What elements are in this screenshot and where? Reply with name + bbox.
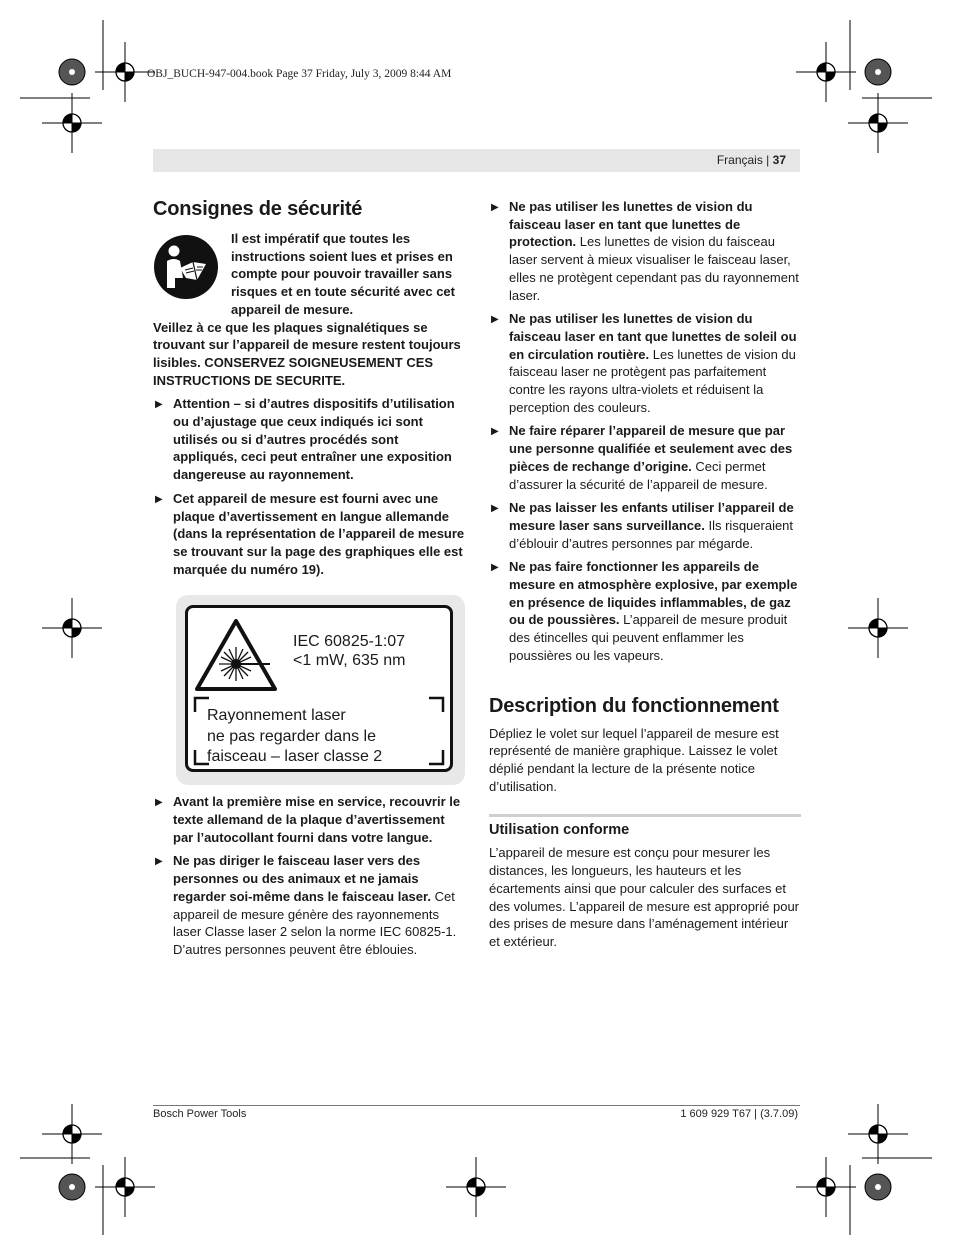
intended-use-text: L’appareil de mesure est conçu pour mesurer les distances, les longueurs, les hauteurs et les écartements ainsi que pour calculer des surfaces et des volumes. L’appareil de mesure est approprié pour des prises de mesure dans l’aménagement intérieur et extérieur. [489, 845, 800, 949]
list-item-text: Ils risqueraient d’éblouir d’autres personnes par mégarde. [509, 517, 794, 551]
right-column [489, 198, 801, 951]
bullet-triangle-icon: ▶ [491, 503, 499, 515]
laser-warning-plate [185, 605, 453, 772]
read-manual-icon [153, 234, 219, 300]
footer-rule [153, 1105, 800, 1106]
list-item-bold: Ne pas utiliser les lunettes de vision du faisceau laser en tant que lunettes de protection. [509, 199, 753, 250]
list-item-bold: Avant la première mise en service, recouvrir le texte allemand de la plaque d’avertissement par l’autocollant fourni dans votre langue. [173, 794, 461, 845]
safety-intro [153, 230, 465, 319]
page-header [153, 149, 800, 172]
list-item-text: Les lunettes de vision du faisceau laser servent à mieux visualiser le faisceau laser, elles ne protègent cependant pas du rayonnement laser. [509, 234, 799, 303]
list-item-text: Cet appareil de mesure génère des rayonnements laser Classe laser 2 selon la norme IEC 60825-1. D’autres personnes peuvent être éblouies. [173, 888, 457, 957]
bullet-triangle-icon: ▶ [155, 493, 163, 505]
laser-warning-label [176, 595, 465, 785]
list-item [489, 422, 801, 493]
section-title-description: Description du fonctionnement [489, 694, 779, 717]
label-warning-text [207, 706, 382, 768]
list-item-bold: Ne pas faire fonctionner les appareils de mesure en atmosphère explosive, par exemple en présence de liquides inflammables, de gaz ou de poussières. [509, 559, 798, 628]
list-item-bold: Ne pas laisser les enfants utiliser l’appareil de mesure laser sans surveillance. [509, 500, 794, 533]
bullet-triangle-icon: ▶ [155, 856, 163, 868]
bullet-triangle-icon: ▶ [491, 314, 499, 326]
subsection-title-use: Utilisation conforme [489, 822, 630, 839]
label-warning-line3: faisceau – laser classe 2 [207, 748, 383, 766]
print-slug: OBJ_BUCH-947-004.book Page 37 Friday, July 3, 2009 8:44 AM [147, 68, 452, 80]
footer-publisher: Bosch Power Tools [153, 1108, 247, 1120]
list-item-text: L’appareil de mesure produit des étincelles qui peuvent enflammer les poussières ou les vapeurs. [509, 612, 788, 663]
safety-intro-full: Veillez à ce que les plaques signalétiques se trouvant sur l’appareil de mesure restent toujours lisibles. CONSERVEZ SOIGNEUSEMENT CES INSTRUCTIONS DE SECURITE. [153, 319, 461, 388]
subsection-rule [489, 814, 801, 817]
bullet-triangle-icon: ▶ [491, 562, 499, 574]
list-item-bold: Ne faire réparer l’appareil de mesure que par une personne qualifiée et seulement avec des pièces de rechange d’origine. [509, 423, 793, 474]
list-item-bold: Ne pas diriger le faisceau laser vers des personnes ou des animaux et ne jamais regarder soi-même dans le faisceau laser. [173, 853, 431, 904]
header-language: Français [716, 153, 763, 167]
header-separator: | [766, 153, 770, 167]
left-column [153, 196, 465, 965]
bullet-triangle-icon: ▶ [491, 202, 499, 213]
safety-intro-bold: Il est impératif que toutes les instructions soient lues et prises en compte pour pouvoir travailler sans risques et en toute sécurité avec cet appareil de mesure. [231, 231, 455, 317]
list-item [489, 499, 801, 552]
label-iec-line1: IEC 60825-1:07 [293, 633, 406, 651]
list-item [489, 558, 801, 664]
list-item [153, 490, 465, 579]
label-iec-line2: <1 mW, 635 nm [293, 652, 406, 670]
label-iec-text [293, 632, 406, 670]
bullet-triangle-icon: ▶ [155, 399, 163, 411]
list-item-text: Ceci permet d’assurer la sécurité de l’appareil de mesure. [509, 458, 768, 492]
description-text: Dépliez le volet sur lequel l’appareil de mesure est représenté de manière graphique. Laissez le volet déplié pendant la lecture de la présente notice d’utilisation. [489, 725, 779, 794]
label-warning-line1: Rayonnement laser [207, 707, 346, 725]
laser-hazard-icon [194, 618, 278, 692]
list-item-bold: Cet appareil de mesure est fourni avec une plaque d’avertissement en langue allemande (dans la représentation de l’appareil de mesure se trouvant sur la page des graphiques elle est marquée du numéro 19). [173, 490, 465, 577]
footer-doc-number: 1 609 929 T67 | (3.7.09) [680, 1108, 798, 1120]
list-item-text: Les lunettes de vision du faisceau laser ne protègent pas parfaitement contre les rayons ultra-violets et réduisent la perception des couleurs. [509, 346, 796, 415]
page-number: 37 [772, 153, 786, 167]
list-item-bold: Ne pas utiliser les lunettes de vision du faisceau laser en tant que lunettes de soleil ou en circulation routière. [509, 311, 797, 362]
section-title-safety: Consignes de sécurité [153, 198, 363, 220]
bullet-triangle-icon: ▶ [155, 797, 163, 809]
list-item [153, 395, 465, 484]
list-item [489, 310, 801, 416]
list-item [153, 793, 465, 846]
list-item-bold: Attention – si d’autres dispositifs d’utilisation ou d’ajustage que ceux indiqués ici sont utilisés ou si d’autres procédés sont appliqués, ceci peut entraîner une exposition dangereuse au rayonnement. [173, 396, 455, 483]
list-item [153, 852, 465, 958]
list-item [489, 198, 801, 304]
bullet-triangle-icon: ▶ [491, 426, 499, 438]
header-text [717, 153, 786, 167]
label-warning-line2: ne pas regarder dans le [207, 727, 376, 745]
